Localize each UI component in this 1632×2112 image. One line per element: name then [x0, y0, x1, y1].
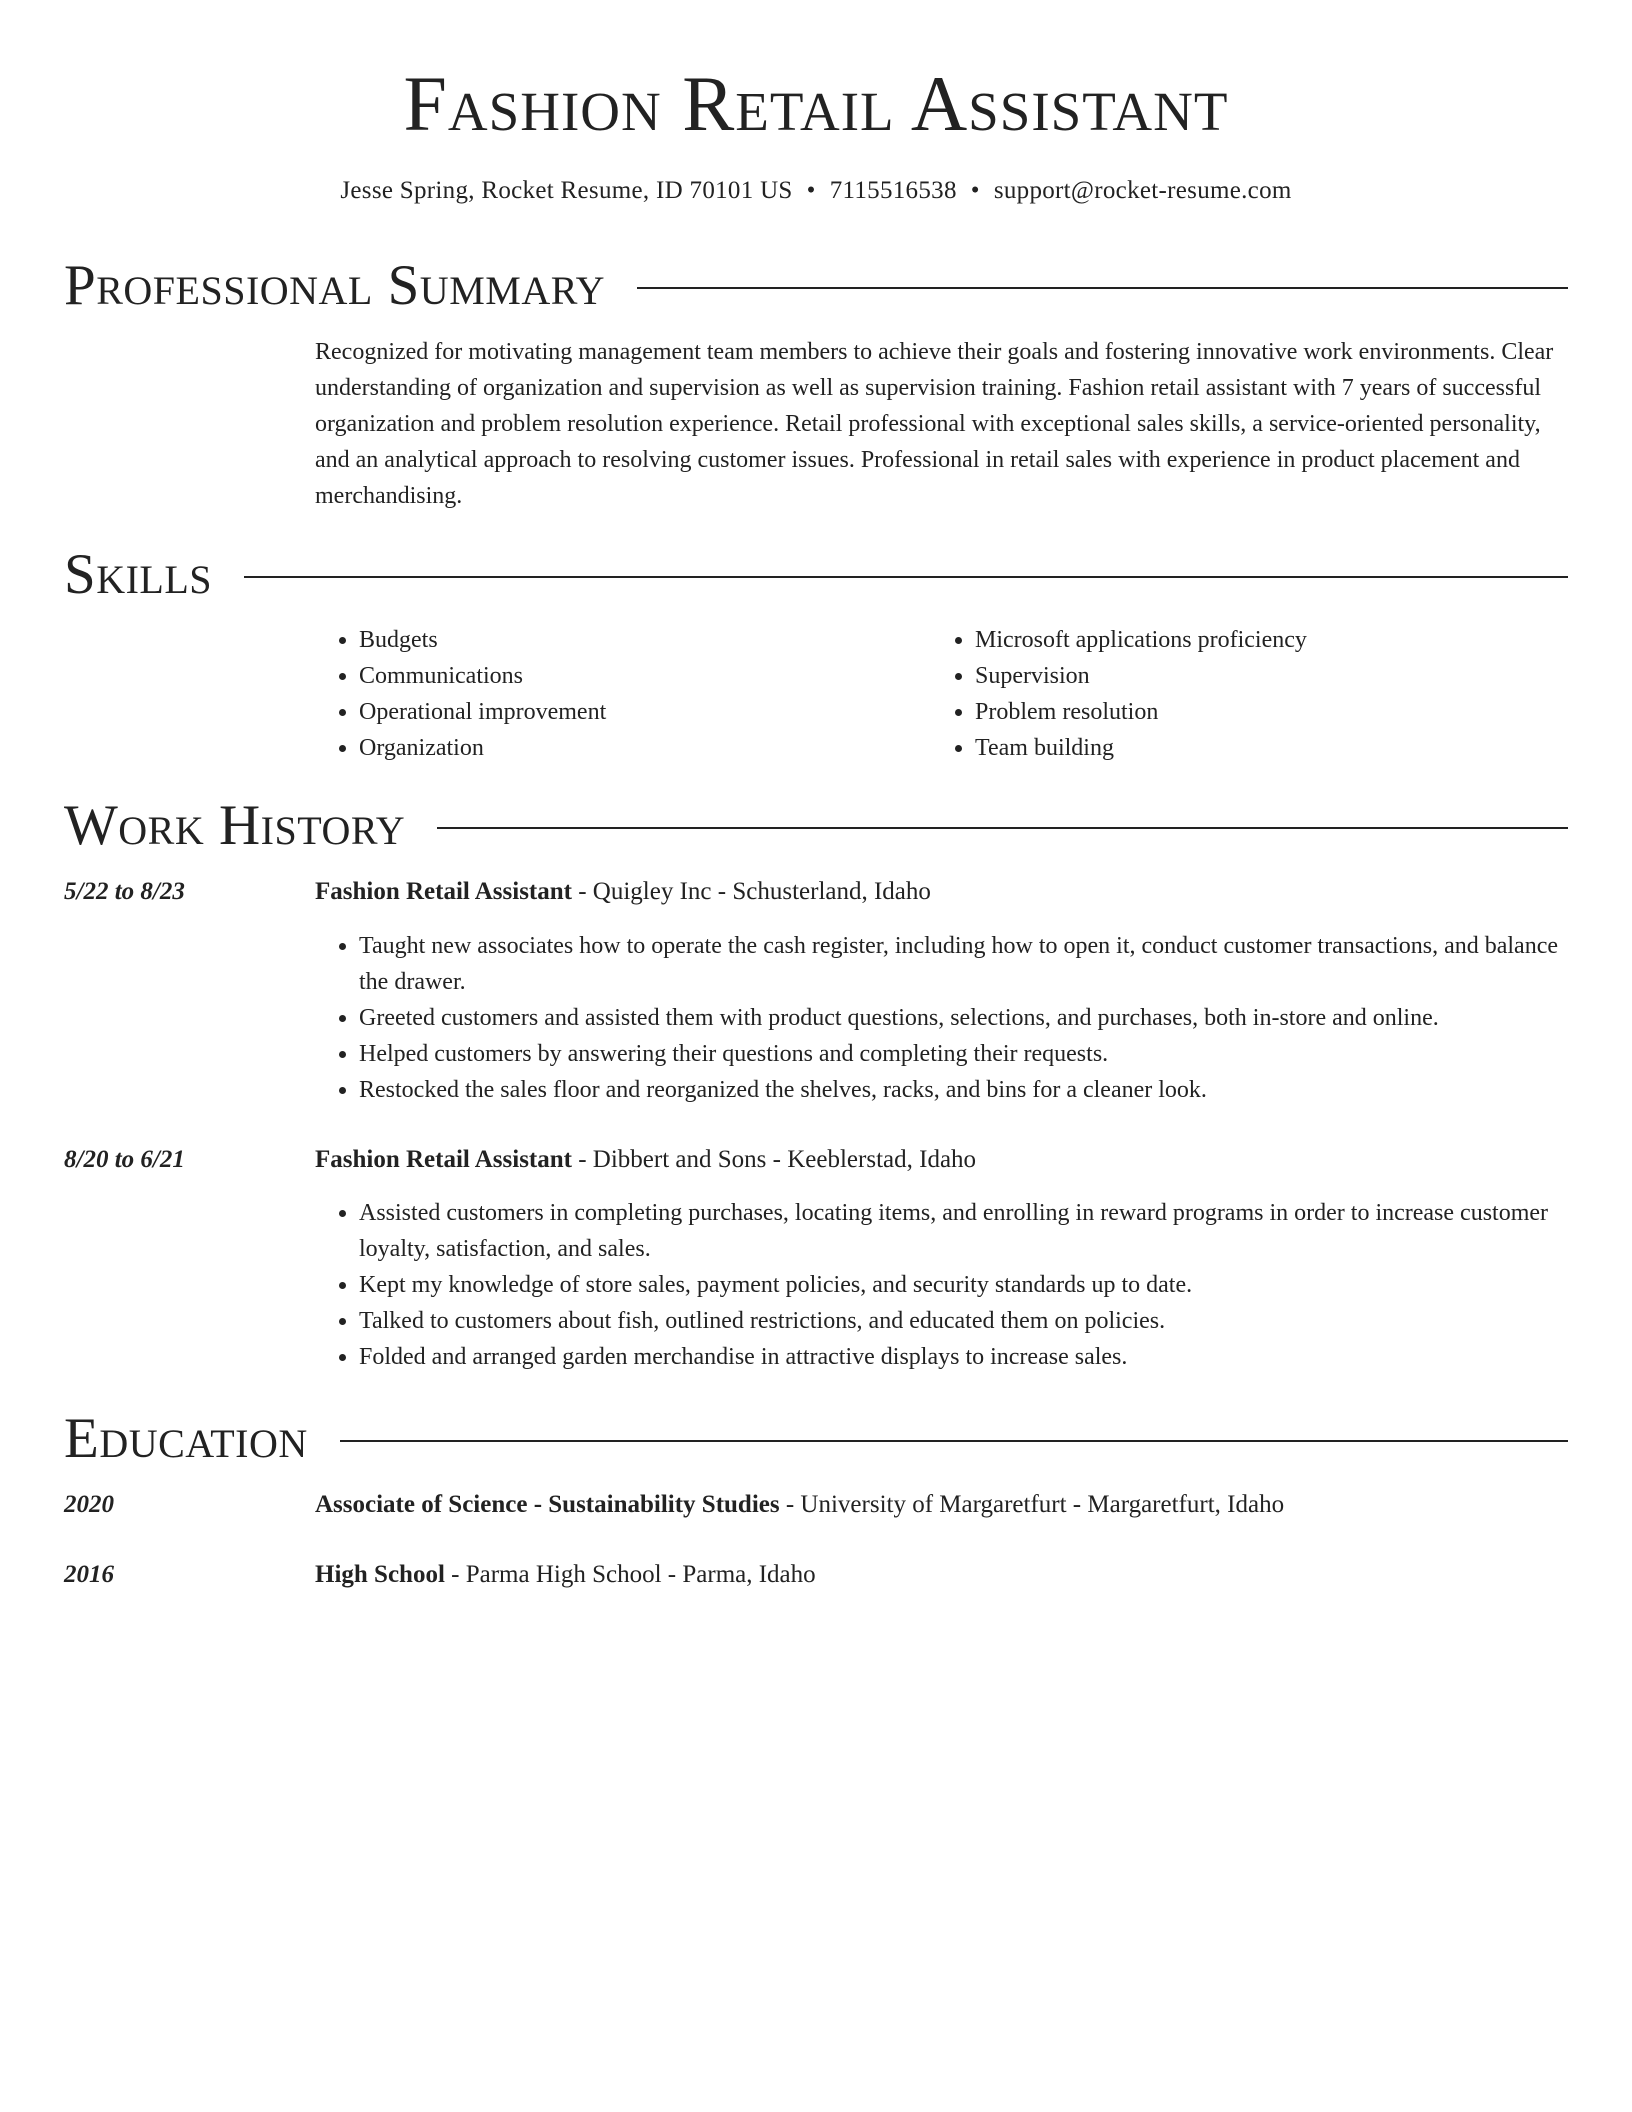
job-duty-item: • Greeted customers and assisted them with product questions, selections, and purchases, both in-store and online.	[359, 1000, 1568, 1036]
skill-item: • Budgets	[359, 622, 931, 658]
skill-item: • Team building	[975, 730, 1547, 766]
skill-item: • Operational improvement	[359, 694, 931, 730]
job-duty-item: • Kept my knowledge of store sales, payment policies, and security standards up to date.	[359, 1267, 1568, 1303]
education-year: 2020	[64, 1491, 114, 1518]
education-entry	[315, 1487, 1568, 1523]
job-title: Fashion Retail Assistant	[315, 1146, 572, 1173]
summary-section-header	[64, 250, 1568, 322]
job-dates: 5/22 to 8/23	[64, 878, 185, 905]
education-section-header	[64, 1403, 1568, 1475]
work-heading: Work History	[64, 794, 406, 857]
education-school: - Parma High School - Parma, Idaho	[444, 1561, 816, 1588]
job-duty-item: • Taught new associates how to operate the cash register, including how to open it, conduct customer transactions, and balance the drawer.	[359, 928, 1568, 1000]
skills-list	[315, 622, 1568, 766]
education-year: 2016	[64, 1561, 114, 1588]
summary-text: Recognized for motivating management team members to achieve their goals and fostering innovative work environments. Clear understanding of organization and supervision as well as supervision training. Fashion retail assistant with 7 years of successful organization and problem resolution experience. Retail professional with exceptional sales skills, a service-oriented personality, and an analytical approach to resolving customer issues. Professional in retail sales with experience in product placement and merchandising.	[315, 339, 1554, 509]
contact-line	[64, 174, 1568, 208]
education-heading: Education	[64, 1407, 308, 1470]
work-section-header	[64, 790, 1568, 862]
job-duty-item: • Helped customers by answering their questions and completing their requests.	[359, 1036, 1568, 1072]
contact-email: support@rocket-resume.com	[993, 177, 1292, 204]
job-duties	[315, 1195, 1568, 1375]
section-divider	[637, 287, 1568, 289]
contact-address: Jesse Spring, Rocket Resume, ID 70101 US	[340, 177, 793, 204]
education-degree: High School	[315, 1561, 445, 1588]
education-entry	[315, 1557, 1568, 1593]
education-school: - University of Margaretfurt - Margaretfurt, Idaho	[779, 1491, 1285, 1518]
job-employer: - Dibbert and Sons - Keeblerstad, Idaho	[571, 1146, 977, 1173]
job-employer: - Quigley Inc - Schusterland, Idaho	[571, 878, 931, 905]
skills-column-left	[315, 622, 931, 766]
skill-item: • Supervision	[975, 658, 1547, 694]
job-duty-item: • Folded and arranged garden merchandise in attractive displays to increase sales.	[359, 1339, 1568, 1375]
job-duty-item: • Restocked the sales floor and reorganized the shelves, racks, and bins for a cleaner look.	[359, 1072, 1568, 1108]
summary-body	[315, 334, 1568, 514]
skill-item: • Microsoft applications proficiency	[975, 622, 1547, 658]
contact-phone: 7115516538	[829, 177, 957, 204]
job-header	[315, 874, 1568, 910]
resume-title: Fashion Retail Assistant	[403, 60, 1229, 147]
job-duty-item: • Assisted customers in completing purchases, locating items, and enrolling in reward programs in order to increase customer loyalty, satisfaction, and sales.	[359, 1195, 1568, 1267]
job-title: Fashion Retail Assistant	[315, 878, 572, 905]
job-duties	[315, 928, 1568, 1108]
education-degree: Associate of Science - Sustainability Studies	[315, 1491, 780, 1518]
job-duty-item: • Talked to customers about fish, outlined restrictions, and educated them on policies.	[359, 1303, 1568, 1339]
skill-item: • Organization	[359, 730, 931, 766]
job-dates: 8/20 to 6/21	[64, 1146, 185, 1173]
section-divider	[437, 827, 1568, 829]
skills-heading: Skills	[64, 543, 213, 606]
summary-heading: Professional Summary	[64, 254, 606, 317]
job-header	[315, 1142, 1568, 1178]
skills-section-header	[64, 539, 1568, 611]
section-divider	[340, 1440, 1568, 1442]
skill-item: • Communications	[359, 658, 931, 694]
section-divider	[244, 576, 1568, 578]
contact-separator: •	[970, 177, 980, 204]
contact-separator: •	[806, 177, 816, 204]
skills-column-right	[931, 622, 1547, 766]
skill-item: • Problem resolution	[975, 694, 1547, 730]
